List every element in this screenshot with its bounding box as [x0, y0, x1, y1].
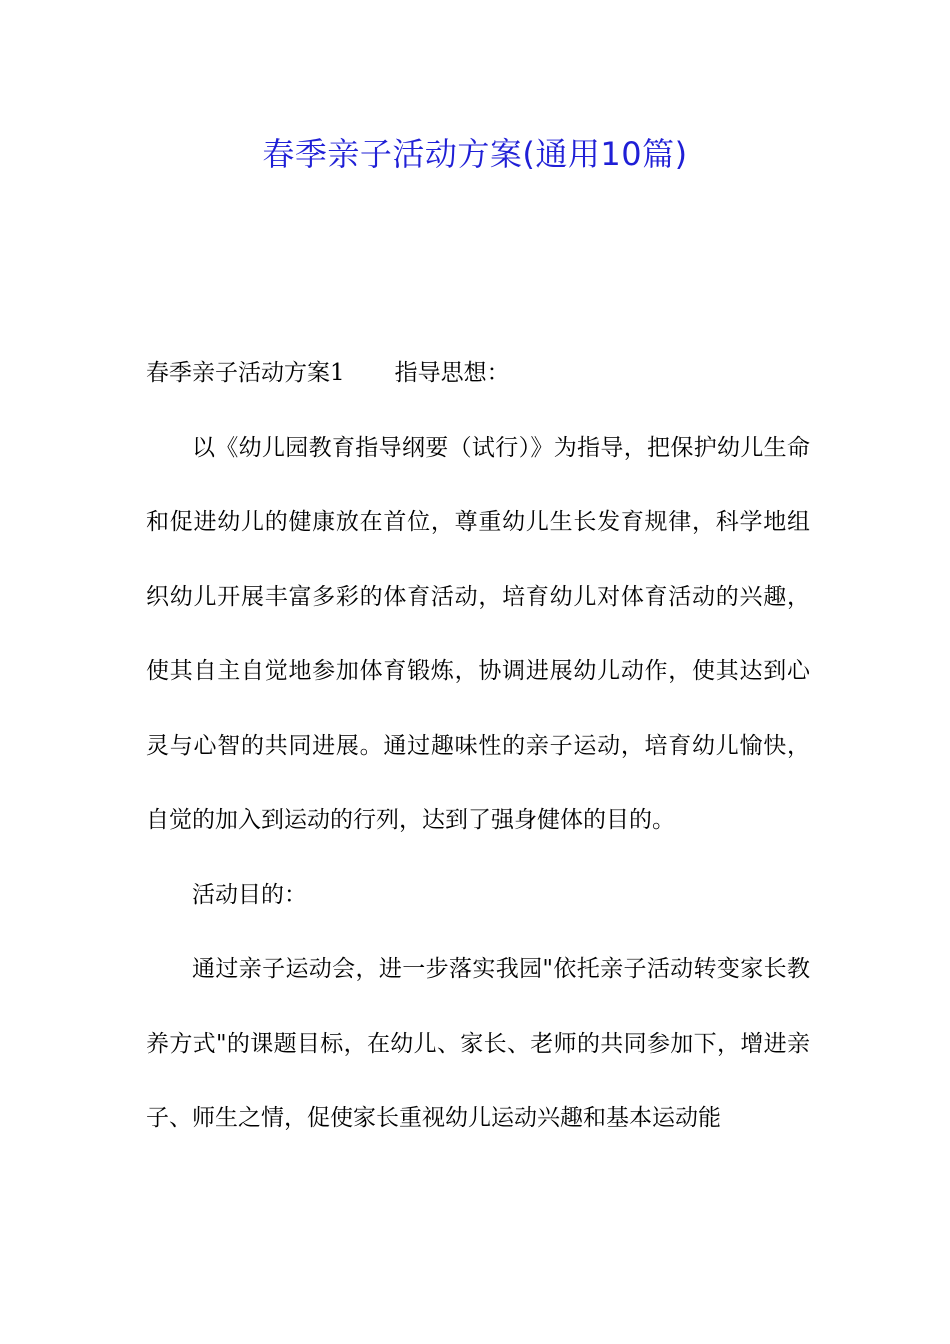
document-title: 春季亲子活动方案(通用10篇) — [262, 135, 688, 173]
section-heading: 春季亲子活动方案1 — [146, 360, 345, 386]
paragraph-activity-purpose-heading: 活动目的： — [192, 881, 307, 908]
section-subheading: 指导思想： — [394, 360, 510, 386]
section-heading-line — [146, 336, 810, 411]
paragraph-guiding-thought: 以《幼儿园教育指导纲要（试行）》为指导，把保护幼儿生命和促进幼儿的健康放在首位，尊重幼儿生长发育规律，科学地组织幼儿开展丰富多彩的体育活动，培育幼儿对体育活动的兴趣，使其自主自觉地参加体育锻炼，协调进展幼儿动作，使其达到心灵与心智的共同进展。通过趣味性的亲子运动，培育幼儿愉快，自觉的加入到运动的行列，达到了强身健体的目的。 — [146, 434, 810, 833]
paragraph-activity-purpose: 通过亲子运动会，进一步落实我园"依托亲子活动转变家长教养方式"的课题目标，在幼儿、家长、老师的共同参加下，增进亲子、师生之情，促使家长重视幼儿运动兴趣和基本运动能 — [146, 956, 810, 1131]
document-body — [146, 336, 810, 1156]
